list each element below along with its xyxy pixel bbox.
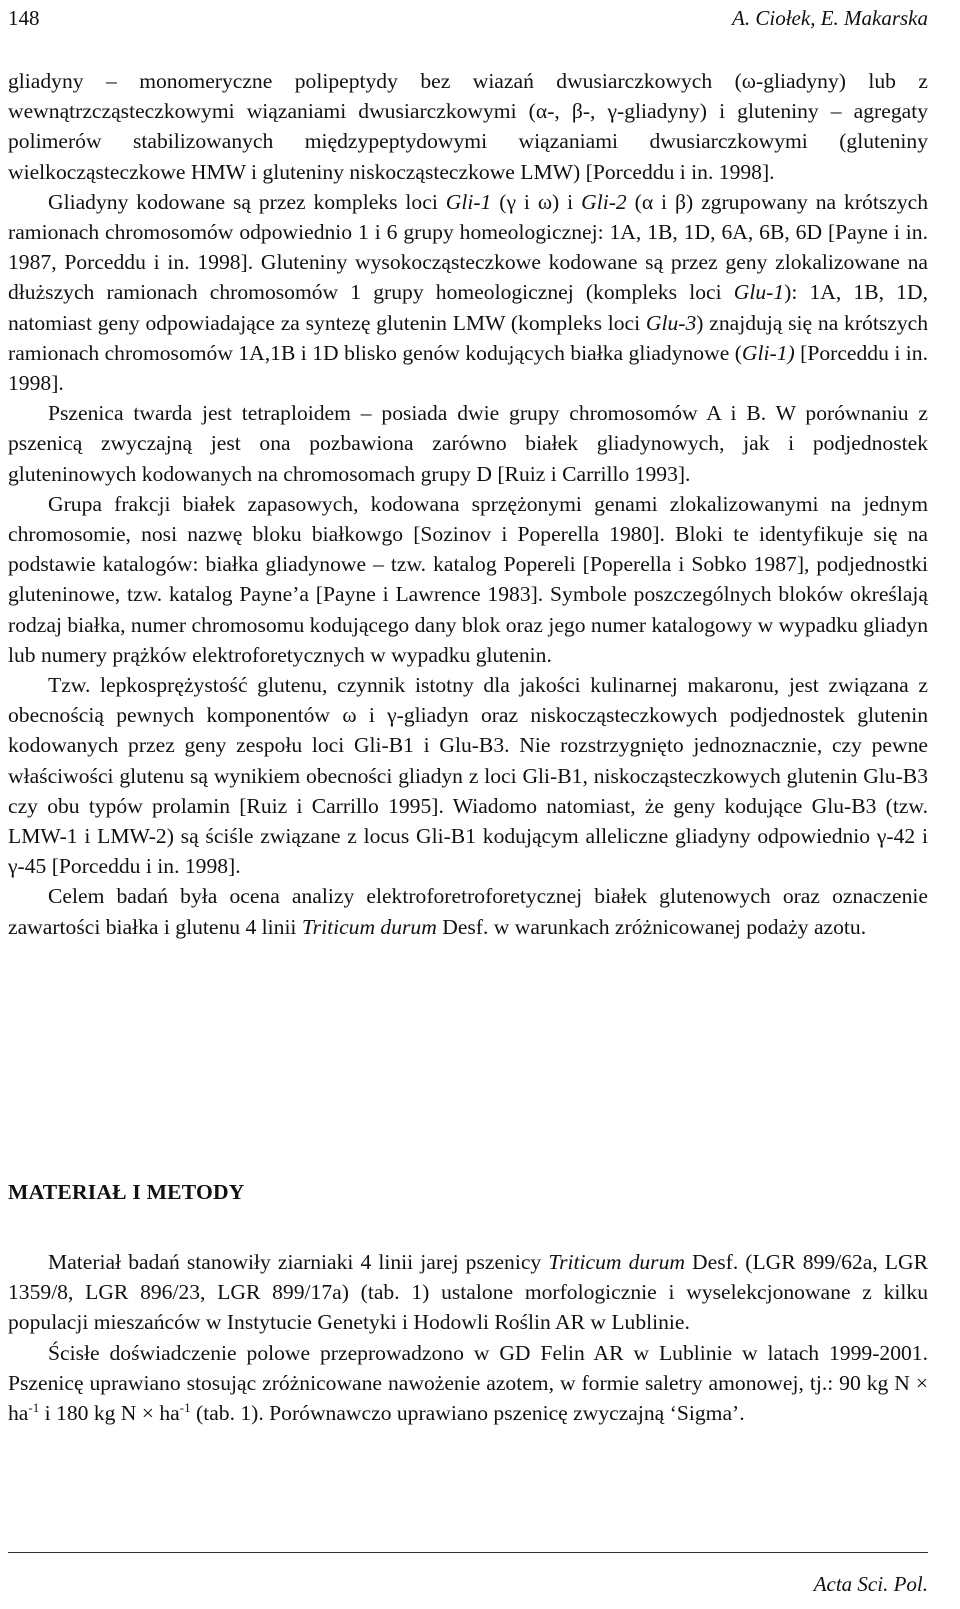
paragraph: Celem badań była ocena analizy elektroforetroforetycznej białek glutenowych oraz oznaczenie zawartości białka i glutenu 4 linii Triticum durum Desf. w warunkach zróżnicowanej podaży azotu. <box>8 884 928 939</box>
footer-rule <box>8 1552 928 1553</box>
running-title: A. Ciołek, E. Makarska <box>732 6 928 30</box>
paragraph: gliadyny – monomeryczne polipeptydy bez wiazań dwusiarczkowych (ω-gliadyny) lub z wewnątrzcząsteczkowymi wiązaniami dwusiarczkowymi (α-, β-, γ-gliadyny) i gluteniny – agregaty polimerów stabilizowanych międzypeptydowymi wiązaniami dwusiarczkowymi (gluteniny wielkocząsteczkowe HMW i gluteniny niskocząsteczkowe LMW) [Porceddu i in. 1998]. <box>8 69 928 184</box>
paragraph: Ścisłe doświadczenie polowe przeprowadzono w GD Felin AR w Lublinie w latach 1999-2001. Pszenicę uprawiano stosując zróżnicowane nawożenie azotem, w formie saletry amonowej, tj.: 90 kg $N \times ha^{-1}$ i 180 kg $N \times ha^{-1}$ (tab. 1). Porównawczo uprawiano pszenicę zwyczajną ‘Sigma’. <box>8 1340 928 1426</box>
intro-text <box>8 66 928 942</box>
paragraph: Pszenica twarda jest tetraploidem – posiada dwie grupy chromosomów A i B. W porównaniu z pszenicą zwyczajną jest ona pozbawiona zarówno białek gliadynowych, jak i podjednostek gluteninowych kodowanych na chromosomach grupy D [Ruiz i Carrillo 1993]. <box>8 401 928 486</box>
page-number: 148 <box>8 6 40 30</box>
page-header <box>8 6 928 36</box>
paragraph: Grupa frakcji białek zapasowych, kodowana sprzężonymi genami zlokalizowanymi na jednym chromosomie, nosi nazwę bloku białkowgo [Sozinov i Poperella 1980]. Bloki te identyfikuje się na podstawie katalogów: białka gliadynowe – tzw. katalog Popereli [Poperella i Sobko 1987], podjednostki gluteninowe, tzw. katalog Payne’a [Payne i Lawrence 1983]. Symbole poszczególnych bloków określają rodzaj białka, numer chromosomu kodującego dany blok oraz jego numer katalogowy w wypadku gliadyn lub numery prążków elektroforetycznych w wypadku glutenin. <box>8 491 928 667</box>
paragraph: Gliadyny kodowane są przez kompleks loci Gli-1 (γ i ω) i Gli-2 (α i β) zgrupowany na krótszych ramionach chromosomów odpowiednio 1 i 6 grupy homeologicznej: 1A, 1B, 1D, 6A, 6B, 6D [Payne i in. 1987, Porceddu i in. 1998]. Gluteniny wysokocząsteczkowe kodowane są przez geny zlokalizowane na dłuższych ramionach chromosomów 1 grupy homeologicznej (kompleks loci Glu-1): 1A, 1B, 1D, natomiast geny odpowiadające za syntezę glutenin LMW (kompleks loci Glu-3) znajdują się na krótszych ramionach chromosomów 1A,1B i 1D blisko genów kodujących białka gliadynowe (Gli-1) [Porceddu i in. 1998]. <box>8 189 928 396</box>
paragraph: Tzw. lepkosprężystość glutenu, czynnik istotny dla jakości kulinarnej makaronu, jest związana z obecnością pewnych komponentów ω i γ-gliadyn oraz niskocząsteczkowych podjednostek glutenin kodowanych przez geny zespołu loci Gli-B1 i Glu-B3. Nie rozstrzygnięto jednoznacznie, czy pewne właściwości glutenu są wynikiem obecności gliadyn z loci Gli-B1, niskocząsteczkowych glutenin Glu-B3 czy obu typów prolamin [Ruiz i Carrillo 1995]. Wiadomo natomiast, że geny kodujące Glu-B3 (tzw. LMW-1 i LMW-2) są ściśle związane z locus Gli-B1 kodującym alleliczne gliadyny odpowiednio γ-42 i γ-45 [Porceddu i in. 1998]. <box>8 673 928 879</box>
paragraph: Materiał badań stanowiły ziarniaki 4 linii jarej pszenicy Triticum durum Desf. (LGR 899/62a, LGR 1359/8, LGR 896/23, LGR 899/17a) (tab. 1) ustalone morfologicznie i wyselekcjonowane z kilku populacji mieszańców w Instytucie Genetyki i Hodowli Roślin AR w Lublinie. <box>8 1250 928 1335</box>
methods-text <box>8 1247 928 1428</box>
section-heading: MATERIAŁ I METODY <box>8 1180 245 1204</box>
journal-name: Acta Sci. Pol. <box>813 1572 928 1596</box>
